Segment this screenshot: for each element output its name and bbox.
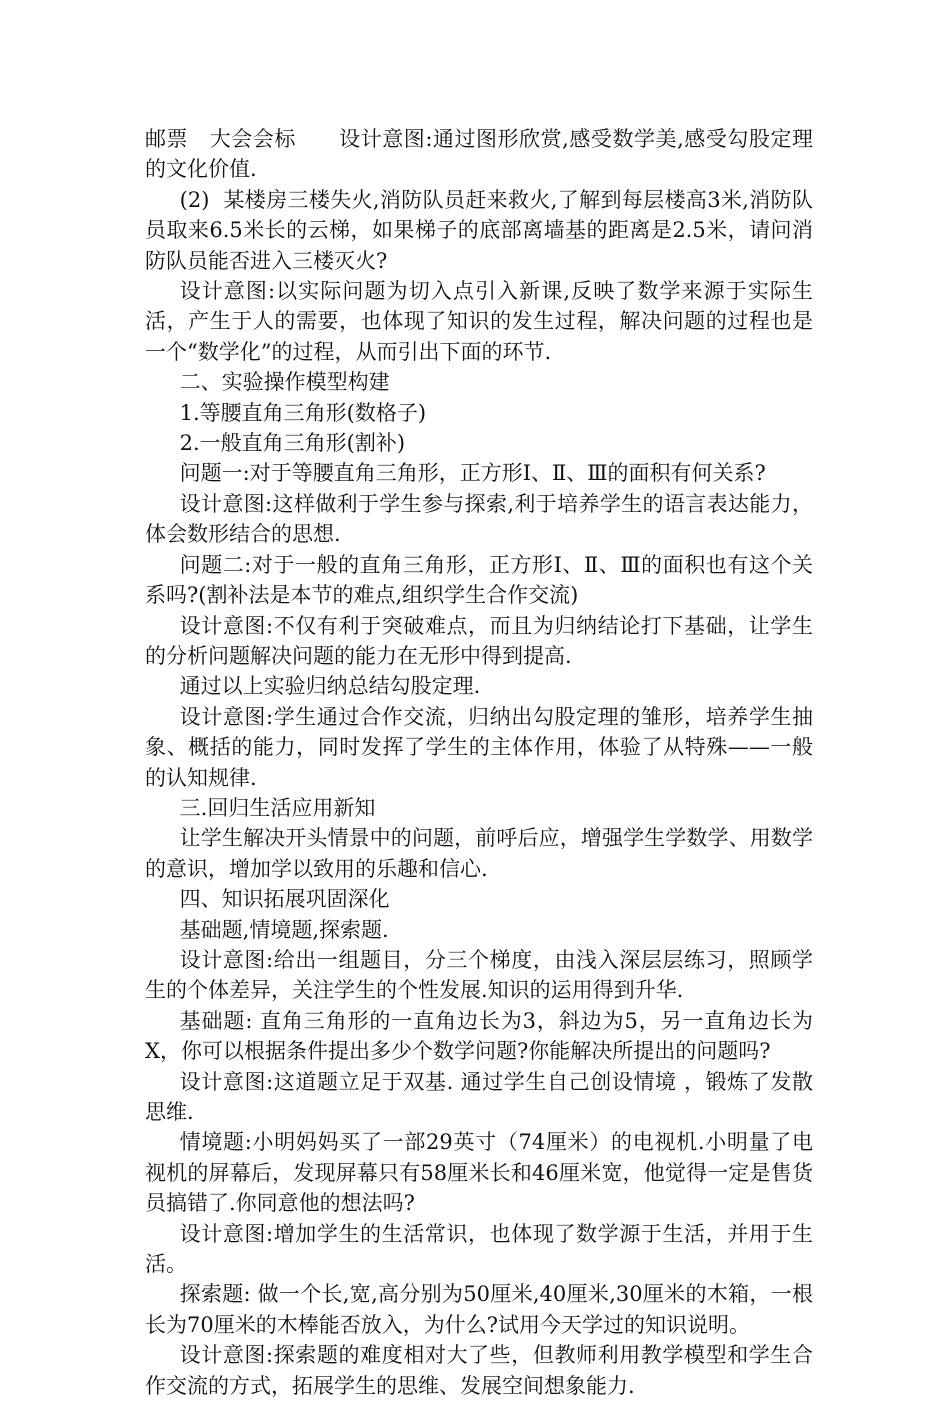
section-heading-apply: 三.回归生活应用新知 — [179, 795, 376, 820]
list-item-general: 2.一般直角三角形(割补) — [179, 431, 406, 456]
paragraph-stamp-logo-intent: 邮票 大会会标 设计意图:通过图形欣赏,感受数学美,感受勾股定理的文化价值. — [145, 127, 813, 182]
paragraph-problem-types: 基础题,情境题,探索题. — [179, 917, 389, 942]
section-heading-extend: 四、知识拓展巩固深化 — [179, 887, 390, 912]
paragraph-intent-question-two: 设计意图:不仅有利于突破难点，而且为归纳结论打下基础，让学生的分析问题解决问题的能力在无形中得到提高. — [145, 613, 813, 668]
paragraph-intent-scenario: 设计意图:增加学生的生活常识，也体现了数学源于生活，并用于生活。 — [145, 1221, 813, 1277]
document-body — [145, 124, 813, 1401]
paragraph-scenario-problem: 情境题:小明妈妈买了一部29英寸（74厘米）的电视机.小明量了电视机的屏幕后，发现屏幕只有58厘米长和46厘米宽，他觉得一定是售货员搞错了.你同意他的想法吗? — [145, 1130, 813, 1216]
paragraph-intent-basic: 设计意图:这道题立足于双基. 通过学生自己创设情境 ，锻炼了发散思维. — [145, 1069, 813, 1124]
paragraph-intent-problem-types: 设计意图:给出一组题目，分三个梯度，由浅入深层层练习，照顾学生的个体差异，关注学生的个性发展.知识的运用得到升华. — [145, 947, 813, 1003]
paragraph-fire-problem: (2) 某楼房三楼失火,消防队员赶来救火,了解到每层楼高3米,消防队员取来6.5米长的云梯，如果梯子的底部离墙基的距离是2.5米，请问消防队员能否进入三楼灭火? — [145, 187, 813, 273]
section-heading-experiment: 二、实验操作模型构建 — [179, 370, 390, 395]
paragraph-summary: 通过以上实验归纳总结勾股定理. — [179, 674, 481, 699]
paragraph-basic-problem: 基础题: 直角三角形的一直角边长为3，斜边为5，另一直角边长为X，你可以根据条件提出多少个数学问题?你能解决所提出的问题吗? — [145, 1008, 813, 1064]
paragraph-intent-question-one: 设计意图:这样做利于学生参与探索,利于培养学生的语言表达能力，体会数形结合的思想. — [145, 491, 813, 547]
paragraph-question-two: 问题二:对于一般的直角三角形，正方形Ⅰ、Ⅱ、Ⅲ的面积也有这个关系吗?(割补法是本节的难点,组织学生合作交流) — [145, 552, 813, 608]
paragraph-question-one: 问题一:对于等腰直角三角形，正方形Ⅰ、Ⅱ、Ⅲ的面积有何关系? — [179, 461, 766, 486]
list-item-isosceles: 1.等腰直角三角形(数格子) — [179, 400, 427, 425]
paragraph-intent-explore: 设计意图:探索题的难度相对大了些，但教师利用教学模型和学生合作交流的方式，拓展学生的思维、发展空间想象能力. — [145, 1343, 813, 1398]
paragraph-intent-intro: 设计意图:以实际问题为切入点引入新课,反映了数学来源于实际生活，产生于人的需要，也体现了知识的发生过程，解决问题的过程也是一个“数学化”的过程，从而引出下面的环节. — [145, 279, 813, 364]
paragraph-explore-problem: 探索题: 做一个长,宽,高分别为50厘米,40厘米,30厘米的木箱，一根长为70厘米的木棒能否放入，为什么?试用今天学过的知识说明。 — [145, 1282, 813, 1337]
paragraph-apply: 让学生解决开头情景中的问题，前呼后应，增强学生学数学、用数学的意识，增加学以致用的乐趣和信心. — [145, 826, 813, 881]
paragraph-intent-summary: 设计意图:学生通过合作交流，归纳出勾股定理的雏形，培养学生抽象、概括的能力，同时发挥了学生的主体作用，体验了从特殊——一般的认知规律. — [145, 704, 813, 790]
